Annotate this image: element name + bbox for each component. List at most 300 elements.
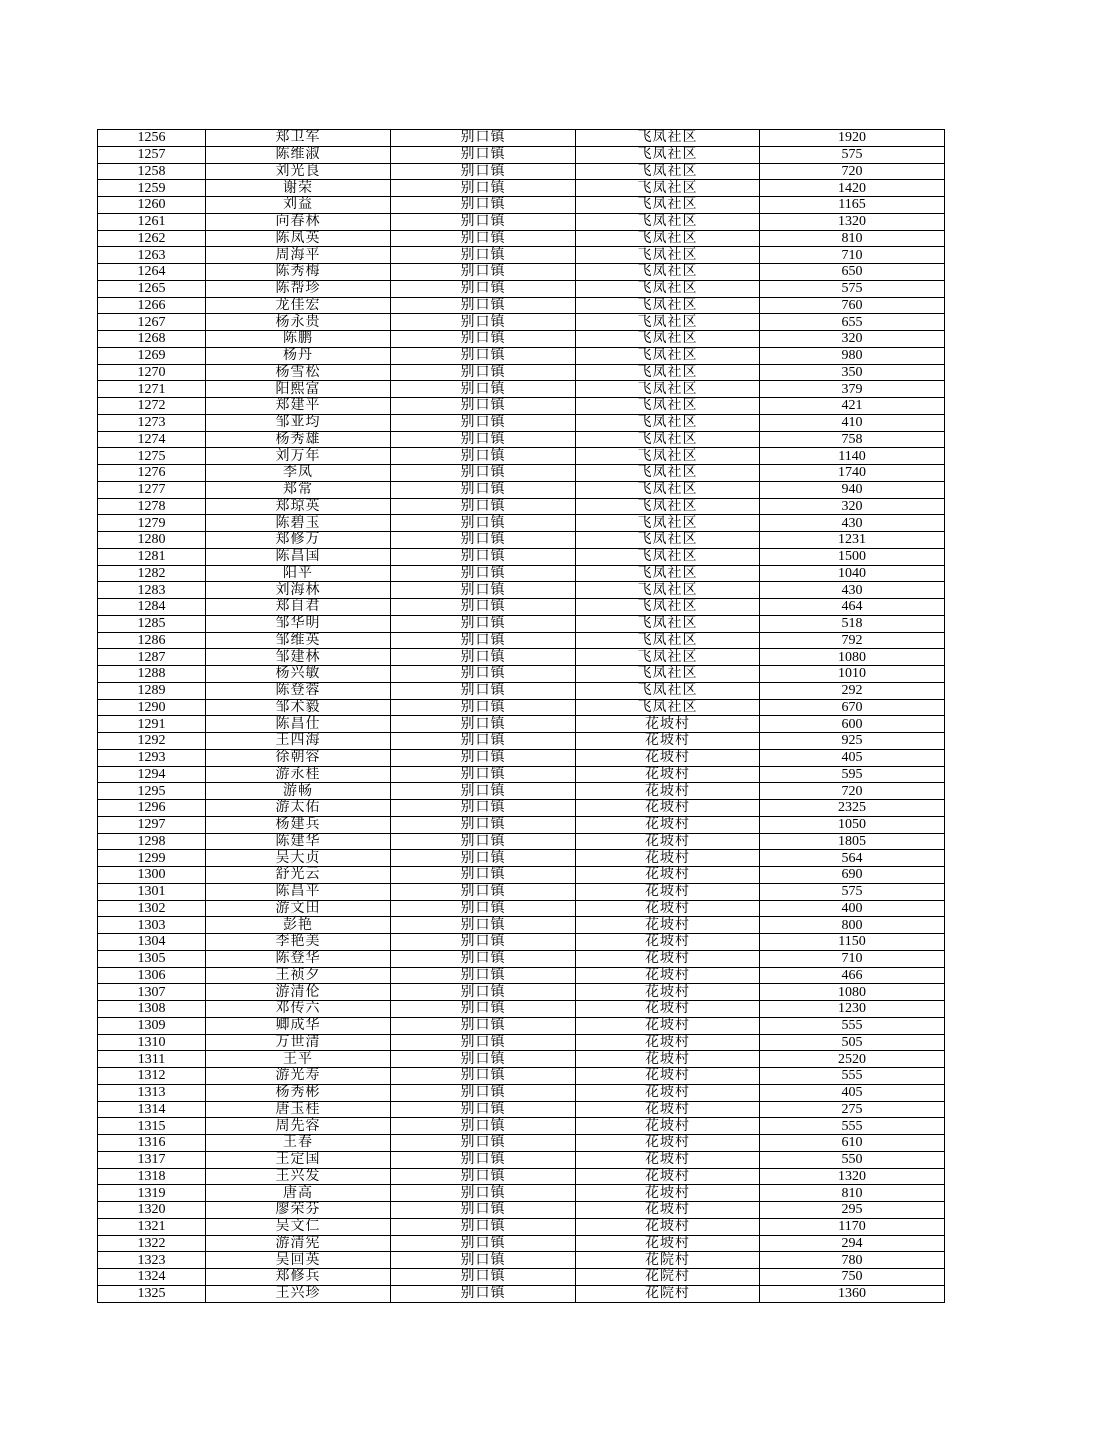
name-cell: 游永桂 bbox=[206, 766, 391, 783]
name-cell: 王兴珍 bbox=[206, 1285, 391, 1302]
name-cell: 李艳美 bbox=[206, 934, 391, 951]
table-row bbox=[98, 1151, 945, 1168]
town-cell: 别口镇 bbox=[391, 548, 576, 565]
row-number-cell: 1257 bbox=[98, 146, 206, 163]
village-cell: 飞凤社区 bbox=[576, 465, 760, 482]
village-cell: 花坡村 bbox=[576, 967, 760, 984]
name-cell: 游清宪 bbox=[206, 1235, 391, 1252]
amount-cell: 720 bbox=[760, 163, 945, 180]
name-cell: 陈昌平 bbox=[206, 883, 391, 900]
name-cell: 陈昌仕 bbox=[206, 716, 391, 733]
amount-cell: 410 bbox=[760, 414, 945, 431]
name-cell: 杨秀雄 bbox=[206, 431, 391, 448]
amount-cell: 466 bbox=[760, 967, 945, 984]
village-cell: 飞凤社区 bbox=[576, 448, 760, 465]
name-cell: 杨丹 bbox=[206, 347, 391, 364]
village-cell: 飞凤社区 bbox=[576, 130, 760, 147]
table-row bbox=[98, 481, 945, 498]
name-cell: 陈登蓉 bbox=[206, 682, 391, 699]
village-cell: 飞凤社区 bbox=[576, 699, 760, 716]
name-cell: 郑常 bbox=[206, 481, 391, 498]
town-cell: 别口镇 bbox=[391, 1185, 576, 1202]
row-number-cell: 1310 bbox=[98, 1034, 206, 1051]
name-cell: 郑自君 bbox=[206, 599, 391, 616]
amount-cell: 320 bbox=[760, 331, 945, 348]
row-number-cell: 1315 bbox=[98, 1118, 206, 1135]
town-cell: 别口镇 bbox=[391, 398, 576, 415]
name-cell: 向春林 bbox=[206, 213, 391, 230]
amount-cell: 295 bbox=[760, 1202, 945, 1219]
row-number-cell: 1284 bbox=[98, 599, 206, 616]
table-row bbox=[98, 146, 945, 163]
row-number-cell: 1259 bbox=[98, 180, 206, 197]
row-number-cell: 1300 bbox=[98, 867, 206, 884]
row-number-cell: 1263 bbox=[98, 247, 206, 264]
table-row bbox=[98, 1285, 945, 1302]
row-number-cell: 1305 bbox=[98, 950, 206, 967]
amount-cell: 925 bbox=[760, 733, 945, 750]
table-row bbox=[98, 565, 945, 582]
village-cell: 花坡村 bbox=[576, 900, 760, 917]
row-number-cell: 1278 bbox=[98, 498, 206, 515]
row-number-cell: 1317 bbox=[98, 1151, 206, 1168]
amount-cell: 1150 bbox=[760, 934, 945, 951]
table-row bbox=[98, 749, 945, 766]
row-number-cell: 1277 bbox=[98, 481, 206, 498]
amount-cell: 555 bbox=[760, 1118, 945, 1135]
name-cell: 刘海林 bbox=[206, 582, 391, 599]
town-cell: 别口镇 bbox=[391, 180, 576, 197]
amount-cell: 1010 bbox=[760, 666, 945, 683]
row-number-cell: 1286 bbox=[98, 632, 206, 649]
name-cell: 陈碧玉 bbox=[206, 515, 391, 532]
table-row bbox=[98, 230, 945, 247]
table-row bbox=[98, 180, 945, 197]
row-number-cell: 1298 bbox=[98, 833, 206, 850]
town-cell: 别口镇 bbox=[391, 984, 576, 1001]
town-cell: 别口镇 bbox=[391, 1218, 576, 1235]
amount-cell: 792 bbox=[760, 632, 945, 649]
row-number-cell: 1296 bbox=[98, 800, 206, 817]
town-cell: 别口镇 bbox=[391, 230, 576, 247]
name-cell: 游畅 bbox=[206, 783, 391, 800]
row-number-cell: 1295 bbox=[98, 783, 206, 800]
village-cell: 花坡村 bbox=[576, 1135, 760, 1152]
town-cell: 别口镇 bbox=[391, 599, 576, 616]
name-cell: 郑修万 bbox=[206, 532, 391, 549]
table-row bbox=[98, 264, 945, 281]
village-cell: 飞凤社区 bbox=[576, 381, 760, 398]
table-row bbox=[98, 967, 945, 984]
amount-cell: 555 bbox=[760, 1017, 945, 1034]
table-row bbox=[98, 1269, 945, 1286]
village-cell: 飞凤社区 bbox=[576, 599, 760, 616]
amount-cell: 1140 bbox=[760, 448, 945, 465]
name-cell: 廖荣芬 bbox=[206, 1202, 391, 1219]
amount-cell: 780 bbox=[760, 1252, 945, 1269]
name-cell: 唐高 bbox=[206, 1185, 391, 1202]
table-row bbox=[98, 917, 945, 934]
name-cell: 刘光良 bbox=[206, 163, 391, 180]
amount-cell: 1805 bbox=[760, 833, 945, 850]
town-cell: 别口镇 bbox=[391, 934, 576, 951]
row-number-cell: 1271 bbox=[98, 381, 206, 398]
village-cell: 飞凤社区 bbox=[576, 431, 760, 448]
row-number-cell: 1256 bbox=[98, 130, 206, 147]
village-cell: 花院村 bbox=[576, 1269, 760, 1286]
table-row bbox=[98, 280, 945, 297]
table-row bbox=[98, 1034, 945, 1051]
row-number-cell: 1316 bbox=[98, 1135, 206, 1152]
village-cell: 飞凤社区 bbox=[576, 264, 760, 281]
town-cell: 别口镇 bbox=[391, 331, 576, 348]
village-cell: 飞凤社区 bbox=[576, 565, 760, 582]
row-number-cell: 1301 bbox=[98, 883, 206, 900]
town-cell: 别口镇 bbox=[391, 950, 576, 967]
table-row bbox=[98, 850, 945, 867]
town-cell: 别口镇 bbox=[391, 146, 576, 163]
amount-cell: 1165 bbox=[760, 197, 945, 214]
row-number-cell: 1321 bbox=[98, 1218, 206, 1235]
name-cell: 陈建华 bbox=[206, 833, 391, 850]
row-number-cell: 1291 bbox=[98, 716, 206, 733]
amount-cell: 379 bbox=[760, 381, 945, 398]
village-cell: 飞凤社区 bbox=[576, 280, 760, 297]
amount-cell: 800 bbox=[760, 917, 945, 934]
village-cell: 飞凤社区 bbox=[576, 180, 760, 197]
amount-cell: 1420 bbox=[760, 180, 945, 197]
town-cell: 别口镇 bbox=[391, 515, 576, 532]
name-cell: 杨建兵 bbox=[206, 816, 391, 833]
amount-cell: 2520 bbox=[760, 1051, 945, 1068]
name-cell: 王祯夕 bbox=[206, 967, 391, 984]
village-cell: 花坡村 bbox=[576, 1017, 760, 1034]
table-row bbox=[98, 213, 945, 230]
table-row bbox=[98, 984, 945, 1001]
amount-cell: 810 bbox=[760, 1185, 945, 1202]
village-cell: 花坡村 bbox=[576, 1202, 760, 1219]
village-cell: 飞凤社区 bbox=[576, 498, 760, 515]
row-number-cell: 1289 bbox=[98, 682, 206, 699]
amount-cell: 610 bbox=[760, 1135, 945, 1152]
table-row bbox=[98, 632, 945, 649]
table-row bbox=[98, 465, 945, 482]
town-cell: 别口镇 bbox=[391, 197, 576, 214]
town-cell: 别口镇 bbox=[391, 1017, 576, 1034]
town-cell: 别口镇 bbox=[391, 800, 576, 817]
table-row bbox=[98, 347, 945, 364]
table-row bbox=[98, 1101, 945, 1118]
village-cell: 花坡村 bbox=[576, 800, 760, 817]
name-cell: 邹华明 bbox=[206, 615, 391, 632]
amount-cell: 1040 bbox=[760, 565, 945, 582]
town-cell: 别口镇 bbox=[391, 1001, 576, 1018]
table-row bbox=[98, 716, 945, 733]
name-cell: 陈登华 bbox=[206, 950, 391, 967]
amount-cell: 670 bbox=[760, 699, 945, 716]
amount-cell: 575 bbox=[760, 146, 945, 163]
name-cell: 杨永贵 bbox=[206, 314, 391, 331]
name-cell: 陈鹏 bbox=[206, 331, 391, 348]
row-number-cell: 1279 bbox=[98, 515, 206, 532]
amount-cell: 555 bbox=[760, 1068, 945, 1085]
table-row bbox=[98, 1218, 945, 1235]
table-row bbox=[98, 1017, 945, 1034]
village-cell: 花坡村 bbox=[576, 833, 760, 850]
name-cell: 王兴发 bbox=[206, 1168, 391, 1185]
amount-cell: 655 bbox=[760, 314, 945, 331]
village-cell: 花坡村 bbox=[576, 883, 760, 900]
town-cell: 别口镇 bbox=[391, 1168, 576, 1185]
village-cell: 花坡村 bbox=[576, 1168, 760, 1185]
amount-cell: 405 bbox=[760, 1084, 945, 1101]
row-number-cell: 1273 bbox=[98, 414, 206, 431]
town-cell: 别口镇 bbox=[391, 682, 576, 699]
row-number-cell: 1282 bbox=[98, 565, 206, 582]
village-cell: 飞凤社区 bbox=[576, 398, 760, 415]
table-row bbox=[98, 1252, 945, 1269]
name-cell: 李凤 bbox=[206, 465, 391, 482]
name-cell: 万世清 bbox=[206, 1034, 391, 1051]
row-number-cell: 1280 bbox=[98, 532, 206, 549]
town-cell: 别口镇 bbox=[391, 1101, 576, 1118]
table-row bbox=[98, 448, 945, 465]
name-cell: 陈昌国 bbox=[206, 548, 391, 565]
row-number-cell: 1288 bbox=[98, 666, 206, 683]
row-number-cell: 1262 bbox=[98, 230, 206, 247]
amount-cell: 350 bbox=[760, 364, 945, 381]
name-cell: 吴回英 bbox=[206, 1252, 391, 1269]
town-cell: 别口镇 bbox=[391, 1118, 576, 1135]
town-cell: 别口镇 bbox=[391, 414, 576, 431]
village-cell: 飞凤社区 bbox=[576, 666, 760, 683]
town-cell: 别口镇 bbox=[391, 264, 576, 281]
town-cell: 别口镇 bbox=[391, 749, 576, 766]
name-cell: 舒光云 bbox=[206, 867, 391, 884]
name-cell: 周先容 bbox=[206, 1118, 391, 1135]
name-cell: 徐朝容 bbox=[206, 749, 391, 766]
village-cell: 花坡村 bbox=[576, 984, 760, 1001]
village-cell: 花坡村 bbox=[576, 1151, 760, 1168]
amount-cell: 1050 bbox=[760, 816, 945, 833]
town-cell: 别口镇 bbox=[391, 1252, 576, 1269]
row-number-cell: 1312 bbox=[98, 1068, 206, 1085]
village-cell: 花坡村 bbox=[576, 1051, 760, 1068]
village-cell: 飞凤社区 bbox=[576, 197, 760, 214]
village-cell: 花坡村 bbox=[576, 934, 760, 951]
row-number-cell: 1322 bbox=[98, 1235, 206, 1252]
village-cell: 飞凤社区 bbox=[576, 414, 760, 431]
amount-cell: 1500 bbox=[760, 548, 945, 565]
town-cell: 别口镇 bbox=[391, 1051, 576, 1068]
name-cell: 王四海 bbox=[206, 733, 391, 750]
table-row bbox=[98, 615, 945, 632]
amount-cell: 1360 bbox=[760, 1285, 945, 1302]
town-cell: 别口镇 bbox=[391, 532, 576, 549]
row-number-cell: 1266 bbox=[98, 297, 206, 314]
table-row bbox=[98, 197, 945, 214]
row-number-cell: 1324 bbox=[98, 1269, 206, 1286]
row-number-cell: 1325 bbox=[98, 1285, 206, 1302]
name-cell: 杨雪松 bbox=[206, 364, 391, 381]
amount-cell: 564 bbox=[760, 850, 945, 867]
town-cell: 别口镇 bbox=[391, 247, 576, 264]
town-cell: 别口镇 bbox=[391, 163, 576, 180]
table-row bbox=[98, 1235, 945, 1252]
table-row bbox=[98, 515, 945, 532]
amount-cell: 1920 bbox=[760, 130, 945, 147]
table-row bbox=[98, 130, 945, 147]
name-cell: 阳熙富 bbox=[206, 381, 391, 398]
town-cell: 别口镇 bbox=[391, 448, 576, 465]
village-cell: 花坡村 bbox=[576, 1218, 760, 1235]
town-cell: 别口镇 bbox=[391, 850, 576, 867]
table-row bbox=[98, 532, 945, 549]
table-row bbox=[98, 498, 945, 515]
amount-cell: 320 bbox=[760, 498, 945, 515]
town-cell: 别口镇 bbox=[391, 632, 576, 649]
amount-cell: 430 bbox=[760, 582, 945, 599]
name-cell: 陈秀梅 bbox=[206, 264, 391, 281]
table-row bbox=[98, 1051, 945, 1068]
row-number-cell: 1308 bbox=[98, 1001, 206, 1018]
village-cell: 飞凤社区 bbox=[576, 347, 760, 364]
amount-cell: 980 bbox=[760, 347, 945, 364]
table-row bbox=[98, 331, 945, 348]
name-cell: 邹建林 bbox=[206, 649, 391, 666]
name-cell: 王春 bbox=[206, 1135, 391, 1152]
table-row bbox=[98, 699, 945, 716]
table-row bbox=[98, 816, 945, 833]
amount-cell: 750 bbox=[760, 1269, 945, 1286]
table-row bbox=[98, 548, 945, 565]
table-row bbox=[98, 599, 945, 616]
village-cell: 飞凤社区 bbox=[576, 213, 760, 230]
name-cell: 陈维淑 bbox=[206, 146, 391, 163]
table-row bbox=[98, 1001, 945, 1018]
name-cell: 周海平 bbox=[206, 247, 391, 264]
table-row bbox=[98, 883, 945, 900]
table-row bbox=[98, 900, 945, 917]
amount-cell: 650 bbox=[760, 264, 945, 281]
table-row bbox=[98, 582, 945, 599]
row-number-cell: 1303 bbox=[98, 917, 206, 934]
name-cell: 邓传六 bbox=[206, 1001, 391, 1018]
village-cell: 飞凤社区 bbox=[576, 632, 760, 649]
table-row bbox=[98, 666, 945, 683]
row-number-cell: 1258 bbox=[98, 163, 206, 180]
row-number-cell: 1264 bbox=[98, 264, 206, 281]
name-cell: 郑建平 bbox=[206, 398, 391, 415]
village-cell: 花坡村 bbox=[576, 716, 760, 733]
table-row bbox=[98, 934, 945, 951]
amount-cell: 595 bbox=[760, 766, 945, 783]
name-cell: 阳平 bbox=[206, 565, 391, 582]
town-cell: 别口镇 bbox=[391, 1068, 576, 1085]
row-number-cell: 1302 bbox=[98, 900, 206, 917]
name-cell: 陈凤英 bbox=[206, 230, 391, 247]
town-cell: 别口镇 bbox=[391, 666, 576, 683]
amount-cell: 710 bbox=[760, 247, 945, 264]
row-number-cell: 1261 bbox=[98, 213, 206, 230]
name-cell: 刘益 bbox=[206, 197, 391, 214]
town-cell: 别口镇 bbox=[391, 967, 576, 984]
amount-cell: 575 bbox=[760, 280, 945, 297]
table-row bbox=[98, 800, 945, 817]
amount-cell: 2325 bbox=[760, 800, 945, 817]
amount-cell: 1080 bbox=[760, 984, 945, 1001]
name-cell: 龙佳宏 bbox=[206, 297, 391, 314]
amount-cell: 405 bbox=[760, 749, 945, 766]
town-cell: 别口镇 bbox=[391, 816, 576, 833]
village-cell: 飞凤社区 bbox=[576, 297, 760, 314]
name-cell: 杨秀彬 bbox=[206, 1084, 391, 1101]
amount-cell: 710 bbox=[760, 950, 945, 967]
amount-cell: 690 bbox=[760, 867, 945, 884]
name-cell: 吴大贞 bbox=[206, 850, 391, 867]
name-cell: 陈帮珍 bbox=[206, 280, 391, 297]
name-cell: 邹亚均 bbox=[206, 414, 391, 431]
town-cell: 别口镇 bbox=[391, 481, 576, 498]
row-number-cell: 1292 bbox=[98, 733, 206, 750]
table-row bbox=[98, 297, 945, 314]
town-cell: 别口镇 bbox=[391, 498, 576, 515]
row-number-cell: 1323 bbox=[98, 1252, 206, 1269]
name-cell: 唐玉桂 bbox=[206, 1101, 391, 1118]
table-row bbox=[98, 867, 945, 884]
amount-cell: 1320 bbox=[760, 213, 945, 230]
row-number-cell: 1290 bbox=[98, 699, 206, 716]
amount-cell: 1230 bbox=[760, 1001, 945, 1018]
amount-cell: 1740 bbox=[760, 465, 945, 482]
name-cell: 刘万年 bbox=[206, 448, 391, 465]
village-cell: 飞凤社区 bbox=[576, 515, 760, 532]
town-cell: 别口镇 bbox=[391, 1034, 576, 1051]
table-row bbox=[98, 649, 945, 666]
row-number-cell: 1269 bbox=[98, 347, 206, 364]
table-row bbox=[98, 1202, 945, 1219]
table-row bbox=[98, 247, 945, 264]
amount-cell: 294 bbox=[760, 1235, 945, 1252]
village-cell: 花坡村 bbox=[576, 1001, 760, 1018]
amount-cell: 464 bbox=[760, 599, 945, 616]
table-row bbox=[98, 1168, 945, 1185]
name-cell: 邹维英 bbox=[206, 632, 391, 649]
name-cell: 游文田 bbox=[206, 900, 391, 917]
row-number-cell: 1318 bbox=[98, 1168, 206, 1185]
village-cell: 花坡村 bbox=[576, 1101, 760, 1118]
amount-cell: 505 bbox=[760, 1034, 945, 1051]
row-number-cell: 1267 bbox=[98, 314, 206, 331]
town-cell: 别口镇 bbox=[391, 867, 576, 884]
table-row bbox=[98, 1068, 945, 1085]
town-cell: 别口镇 bbox=[391, 1269, 576, 1286]
amount-cell: 758 bbox=[760, 431, 945, 448]
village-cell: 花坡村 bbox=[576, 749, 760, 766]
name-cell: 王定国 bbox=[206, 1151, 391, 1168]
village-cell: 飞凤社区 bbox=[576, 314, 760, 331]
town-cell: 别口镇 bbox=[391, 431, 576, 448]
village-cell: 花坡村 bbox=[576, 1068, 760, 1085]
village-cell: 飞凤社区 bbox=[576, 163, 760, 180]
row-number-cell: 1319 bbox=[98, 1185, 206, 1202]
name-cell: 郑卫军 bbox=[206, 130, 391, 147]
row-number-cell: 1307 bbox=[98, 984, 206, 1001]
row-number-cell: 1265 bbox=[98, 280, 206, 297]
row-number-cell: 1275 bbox=[98, 448, 206, 465]
row-number-cell: 1314 bbox=[98, 1101, 206, 1118]
table-row bbox=[98, 163, 945, 180]
